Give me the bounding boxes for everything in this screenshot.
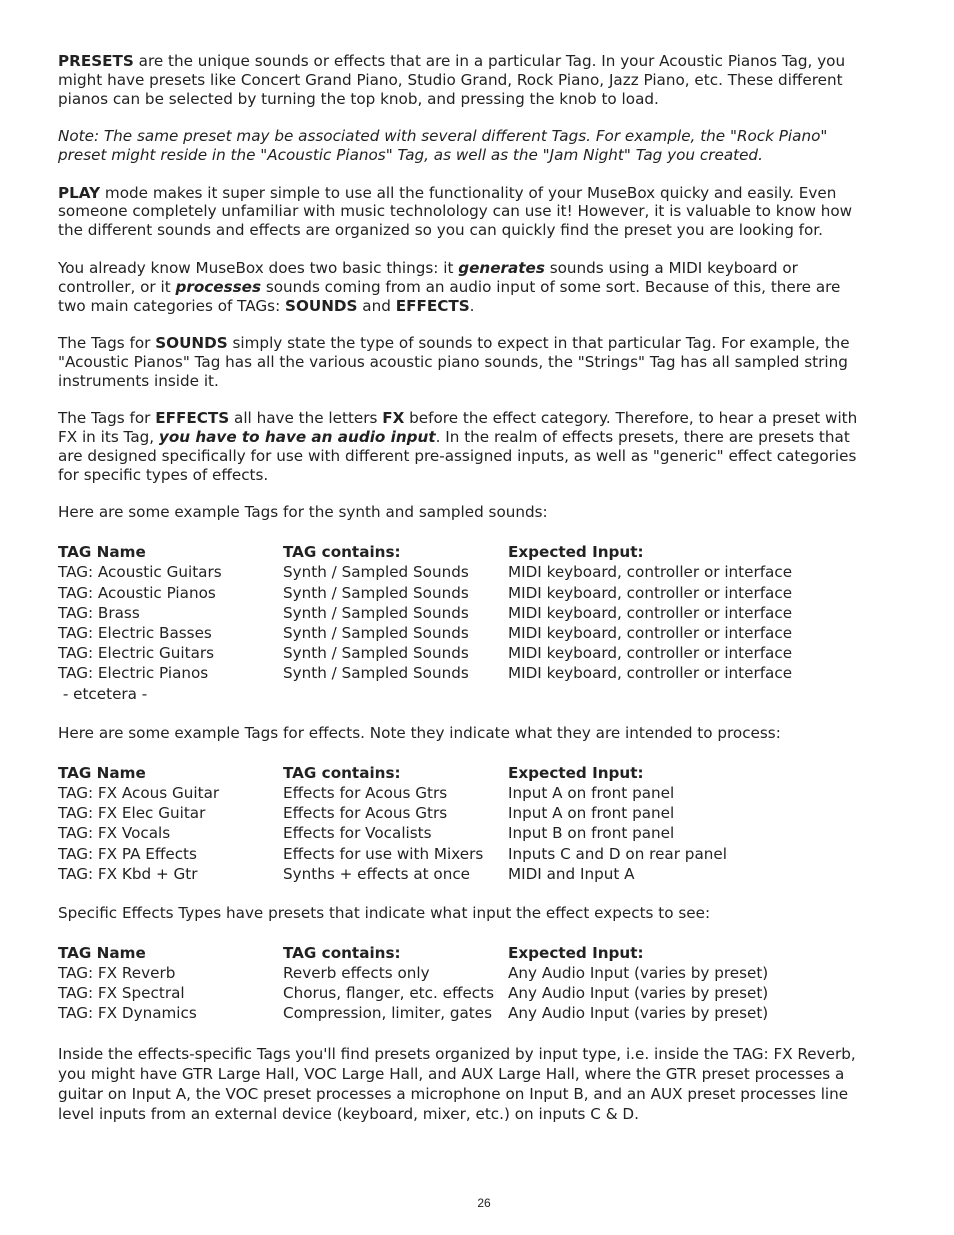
audio-input-emphasis: you have to have an audio input (158, 428, 436, 447)
fx-term: FX (382, 409, 405, 428)
note-paragraph: Note: The same preset may be associated with several different Tags. For example, the "Rock Piano" preset might reside in the "Acoustic Pianos" Tag, as well as the "Jam Night" Tag you created. (58, 127, 828, 165)
presets-term: PRESETS (58, 52, 134, 70)
page-number: 26 (477, 1196, 491, 1210)
expected-input-cell: Inputs C and D on rear panel (508, 844, 727, 863)
header-tag-contains: TAG contains: (283, 543, 401, 562)
sounds-term: SOUNDS (285, 296, 358, 315)
basics-text-1: You already know MuseBox does two basic things: it (58, 258, 459, 277)
expected-input-cell: MIDI keyboard, controller or interface (508, 664, 793, 683)
play-term: PLAY (58, 183, 101, 202)
basics-text-2: sounds using a MIDI keyboard or controller, or it (58, 258, 798, 296)
sounds-tags-text-2: simply state the type of sounds to expect in that particular Tag. For example, the "Acoustic Pianos" Tag has all the various acoustic piano sounds, the "Strings" Tag has all sampled string instruments inside it. (58, 333, 850, 390)
play-paragraph (58, 184, 858, 241)
table-header-row (58, 542, 792, 562)
effects-tags-term: EFFECTS (155, 409, 230, 428)
header-tag-contains: TAG contains: (283, 763, 401, 782)
table-row (58, 783, 727, 803)
tag-name-cell: TAG: Acoustic Pianos (58, 583, 216, 602)
expected-input-cell: Input B on front panel (508, 824, 675, 843)
tag-name-cell: TAG: Brass (58, 603, 140, 622)
sounds-tags-paragraph (58, 334, 858, 391)
effects-term: EFFECTS (395, 296, 470, 315)
tag-contains-cell: Reverb effects only (283, 964, 430, 983)
table-row (58, 803, 727, 823)
header-expected-input: Expected Input: (508, 943, 644, 962)
sounds-tags-term: SOUNDS (155, 333, 228, 352)
expected-input-cell: Input A on front panel (508, 804, 675, 823)
effects-tags-paragraph (58, 409, 858, 485)
expected-input-cell: Any Audio Input (varies by preset) (508, 1004, 769, 1023)
header-tag-name: TAG Name (58, 763, 146, 782)
header-expected-input: Expected Input: (508, 543, 644, 562)
etcetera-text: - etcetera - (58, 684, 148, 703)
generates-term: generates (458, 258, 545, 277)
tag-name-cell: TAG: FX Reverb (58, 964, 176, 983)
etcetera-row (58, 684, 792, 704)
tag-contains-cell: Effects for Acous Gtrs (283, 783, 448, 802)
tag-contains-cell: Synth / Sampled Sounds (283, 583, 469, 602)
expected-input-cell: Any Audio Input (varies by preset) (508, 984, 769, 1003)
tag-contains-cell: Effects for Vocalists (283, 824, 432, 843)
table-row (58, 864, 727, 884)
fx-intro: Here are some example Tags for effects. Note they indicate what they are intended to process: (58, 723, 781, 742)
tag-contains-cell: Synth / Sampled Sounds (283, 603, 469, 622)
tag-contains-cell: Synths + effects at once (283, 864, 471, 883)
tag-name-cell: TAG: FX Acous Guitar (58, 783, 220, 802)
expected-input-cell: MIDI keyboard, controller or interface (508, 603, 793, 622)
effects-tags-text-3: before the effect category. Therefore, to hear a preset with FX in its Tag, (58, 409, 858, 447)
tag-name-cell: TAG: FX Dynamics (58, 1004, 197, 1023)
table-row (58, 983, 768, 1003)
table-row (58, 1003, 768, 1023)
synth-intro: Here are some example Tags for the synth and sampled sounds: (58, 503, 548, 522)
header-tag-name: TAG Name (58, 943, 146, 962)
expected-input-cell: MIDI and Input A (508, 864, 635, 883)
basics-text-4: and (357, 296, 396, 315)
tag-contains-cell: Synth / Sampled Sounds (283, 624, 469, 643)
tag-name-cell: TAG: FX Elec Guitar (58, 804, 206, 823)
table-row (58, 603, 792, 623)
table-row (58, 643, 792, 663)
basics-paragraph (58, 259, 858, 316)
basics-text-5: . (469, 296, 475, 315)
table-row (58, 663, 792, 683)
table-row (58, 823, 727, 843)
expected-input-cell: Any Audio Input (varies by preset) (508, 964, 769, 983)
tag-contains-cell: Synth / Sampled Sounds (283, 563, 469, 582)
sounds-tags-text-1: The Tags for (58, 333, 156, 352)
tag-contains-cell: Effects for Acous Gtrs (283, 804, 448, 823)
tag-name-cell: TAG: FX Spectral (58, 984, 185, 1003)
specific-intro: Specific Effects Types have presets that indicate what input the effect expects to see: (58, 903, 711, 922)
table-row (58, 963, 768, 983)
tag-name-cell: TAG: FX Kbd + Gtr (58, 864, 198, 883)
fx-tags-table (58, 763, 727, 884)
tag-contains-cell: Synth / Sampled Sounds (283, 644, 469, 663)
expected-input-cell: MIDI keyboard, controller or interface (508, 563, 793, 582)
tag-contains-cell: Synth / Sampled Sounds (283, 664, 469, 683)
closing-paragraph: Inside the effects-specific Tags you'll find presets organized by input type, i.e. inside the TAG: FX Reverb, you might have GTR Large Hall, VOC Large Hall, and AUX Large Hall, where the GTR preset processes a guitar on Input A, the VOC preset processes a microphone on Input B, and an AUX preset processes line level inputs from an external device (keyboard, mixer, etc.) on inputs C & D. (58, 1044, 856, 1124)
processes-term: processes (175, 277, 262, 296)
effects-tags-text-2: all have the letters (229, 409, 383, 428)
tag-name-cell: TAG: Electric Basses (58, 624, 212, 643)
tag-name-cell: TAG: Acoustic Guitars (58, 563, 222, 582)
tag-contains-cell: Effects for use with Mixers (283, 844, 484, 863)
presets-paragraph (58, 52, 858, 109)
play-text: mode makes it super simple to use all the functionality of your MuseBox quicky and easily. Even someone completely unfamiliar with music technolology can use it! However, it is valuable to know how the different sounds and effects are organized so you can quickly find the preset you are looking for. (58, 183, 853, 240)
table-header-row (58, 763, 727, 783)
table-row (58, 562, 792, 582)
expected-input-cell: MIDI keyboard, controller or interface (508, 583, 793, 602)
tag-contains-cell: Compression, limiter, gates (283, 1004, 493, 1023)
document-page (58, 52, 858, 1125)
table-header-row (58, 943, 768, 963)
effects-tags-text-4: . In the realm of effects presets, there are presets that are designed specifically for use with different pre-assigned inputs, as well as "generic" effect categories for specific types of effects. (58, 428, 857, 484)
specific-tags-table (58, 943, 768, 1024)
expected-input-cell: MIDI keyboard, controller or interface (508, 644, 793, 663)
tag-name-cell: TAG: Electric Pianos (58, 664, 209, 683)
effects-tags-text-1: The Tags for (58, 409, 156, 428)
tag-name-cell: TAG: Electric Guitars (58, 644, 215, 663)
table-row (58, 583, 792, 603)
header-tag-contains: TAG contains: (283, 943, 401, 962)
synth-tags-table (58, 542, 792, 704)
presets-text: are the unique sounds or effects that are in a particular Tag. In your Acoustic Pianos Tag, you might have presets like Concert Grand Piano, Studio Grand, Rock Piano, Jazz Piano, etc. These different pianos can be selected by turning the top knob, and pressing the knob to load. (58, 52, 846, 108)
header-tag-name: TAG Name (58, 543, 146, 562)
basics-text-3: sounds coming from an audio input of some sort. Because of this, there are two main categories of TAGs: (58, 277, 841, 315)
tag-name-cell: TAG: FX PA Effects (58, 844, 197, 863)
tag-contains-cell: Chorus, flanger, etc. effects (283, 984, 495, 1003)
expected-input-cell: Input A on front panel (508, 783, 675, 802)
expected-input-cell: MIDI keyboard, controller or interface (508, 624, 793, 643)
tag-name-cell: TAG: FX Vocals (58, 824, 171, 843)
header-expected-input: Expected Input: (508, 763, 644, 782)
table-row (58, 844, 727, 864)
table-row (58, 623, 792, 643)
